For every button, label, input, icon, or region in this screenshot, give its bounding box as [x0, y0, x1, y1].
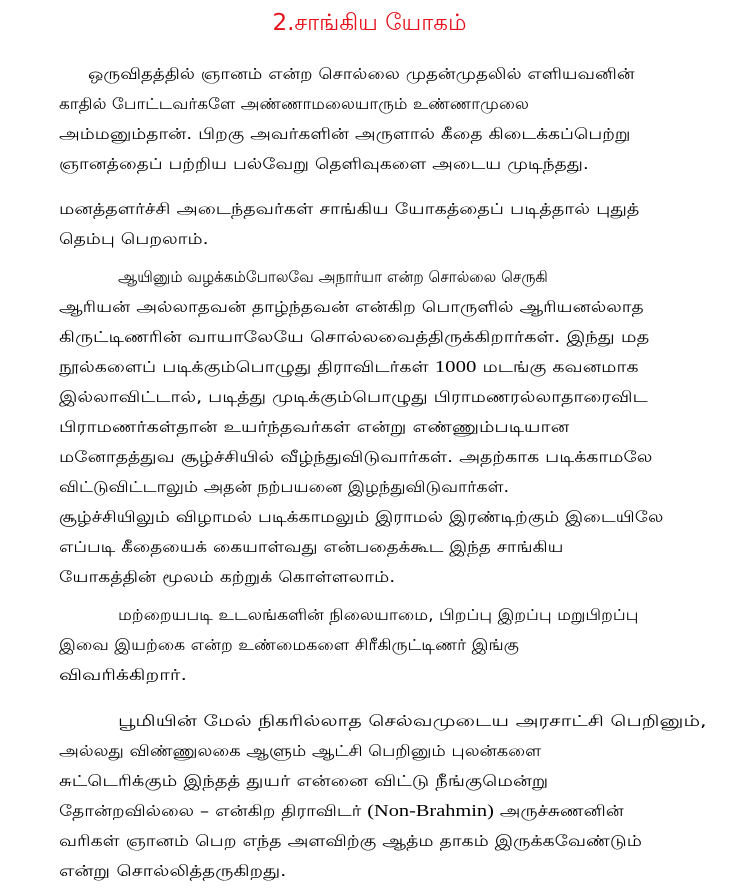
- text-line: ஆயினும் வழக்கம்போலவே அநார்யா என்ற சொல்லை செருகி: [118, 268, 548, 286]
- text-line: மனத்தளர்ச்சி அடைந்தவர்கள் சாங்கிய யோகத்தைப் படித்தால் புதுத்: [59, 200, 640, 218]
- text-line: பிராமணர்கள்தான் உயர்ந்தவர்கள் என்று எண்ணும்படியான: [59, 418, 570, 436]
- text-line: எப்படி கீதையைக் கையாள்வது என்பதைக்கூட இந்த சாங்கிய: [59, 538, 564, 556]
- text-line: பூமியின் மேல் நிகரில்லாத செல்வமுடைய அரசாட்சி பெறினும்,: [118, 712, 707, 730]
- latin-text: (Non-Brahmin): [367, 801, 494, 820]
- text-line: இவை இயற்கை என்ற உண்மைகளை சிரீகிருட்டிணர் இங்கு: [59, 636, 519, 654]
- text-line: சூழ்ச்சியிலும் விழாமல் படிக்காமலும் இராமல் இரண்டிற்கும் இடையிலே: [59, 508, 664, 526]
- text-line: விட்டுவிட்டாலும் அதன் நற்பயனை இழந்துவிடுவார்கள்.: [59, 478, 510, 496]
- text-line: இல்லாவிட்டால், படித்து முடிக்கும்பொழுது பிராமணரல்லாதாரைவிட: [59, 388, 648, 406]
- text-line: யோகத்தின் மூலம் கற்றுக் கொள்ளலாம்.: [59, 568, 396, 586]
- text-line: தெம்பு பெறலாம்.: [59, 230, 209, 248]
- text-line: காதில் போட்டவர்களே அண்ணாமலையாரும் உண்ணாமுலை: [59, 95, 529, 113]
- page-title: 2.சாங்கிய யோகம்: [272, 10, 467, 36]
- text-line: மனோதத்துவ சூழ்ச்சியில் வீழ்ந்துவிடுவார்கள். அதற்காக படிக்காமலே: [59, 448, 653, 466]
- text-line: கிருட்டிணரின் வாயாலேயே சொல்லவைத்திருக்கிறார்கள். இந்து மத: [59, 328, 650, 346]
- text-line: தோன்றவில்லை – என்கிற திராவிடர் (Non-Brahmin) அருச்சுணனின்: [59, 801, 624, 820]
- text-line: அம்மனும்தான். பிறகு அவர்களின் அருளால் கீதை கிடைக்கப்பெற்று: [59, 125, 631, 143]
- text-line: விவரிக்கிறார்.: [59, 666, 187, 684]
- text-line: என்று சொல்லித்தருகிறது.: [59, 862, 287, 880]
- text-line: ஞானத்தைப் பற்றிய பல்வேறு தெளிவுகளை அடைய முடிந்தது.: [59, 155, 589, 173]
- text-line: நூல்களைப் படிக்கும்பொழுது திராவிடர்கள் 1000 மடங்கு கவனமாக: [59, 357, 639, 376]
- text-line: சுட்டெரிக்கும் இந்தத் துயர் என்னை விட்டு நீங்குமென்று: [59, 772, 549, 790]
- text-line: அல்லது விண்ணுலகை ஆளும் ஆட்சி பெறினும் புலன்களை: [59, 742, 542, 760]
- text-line: ஒருவிதத்தில் ஞானம் என்ற சொல்லை முதன்முதலில் எளியவனின்: [88, 65, 635, 83]
- latin-text: 1000: [434, 357, 477, 376]
- text-line: ஆரியன் அல்லாதவன் தாழ்ந்தவன் என்கிற பொருளில் ஆரியனல்லாத: [59, 298, 644, 316]
- text-line: வரிகள் ஞானம் பெற எந்த அளவிற்கு ஆத்ம தாகம் இருக்கவேண்டும்: [59, 832, 642, 850]
- text-line: மற்றையபடி உடலங்களின் நிலையாமை, பிறப்பு இறப்பு மறுபிறப்பு: [118, 606, 639, 624]
